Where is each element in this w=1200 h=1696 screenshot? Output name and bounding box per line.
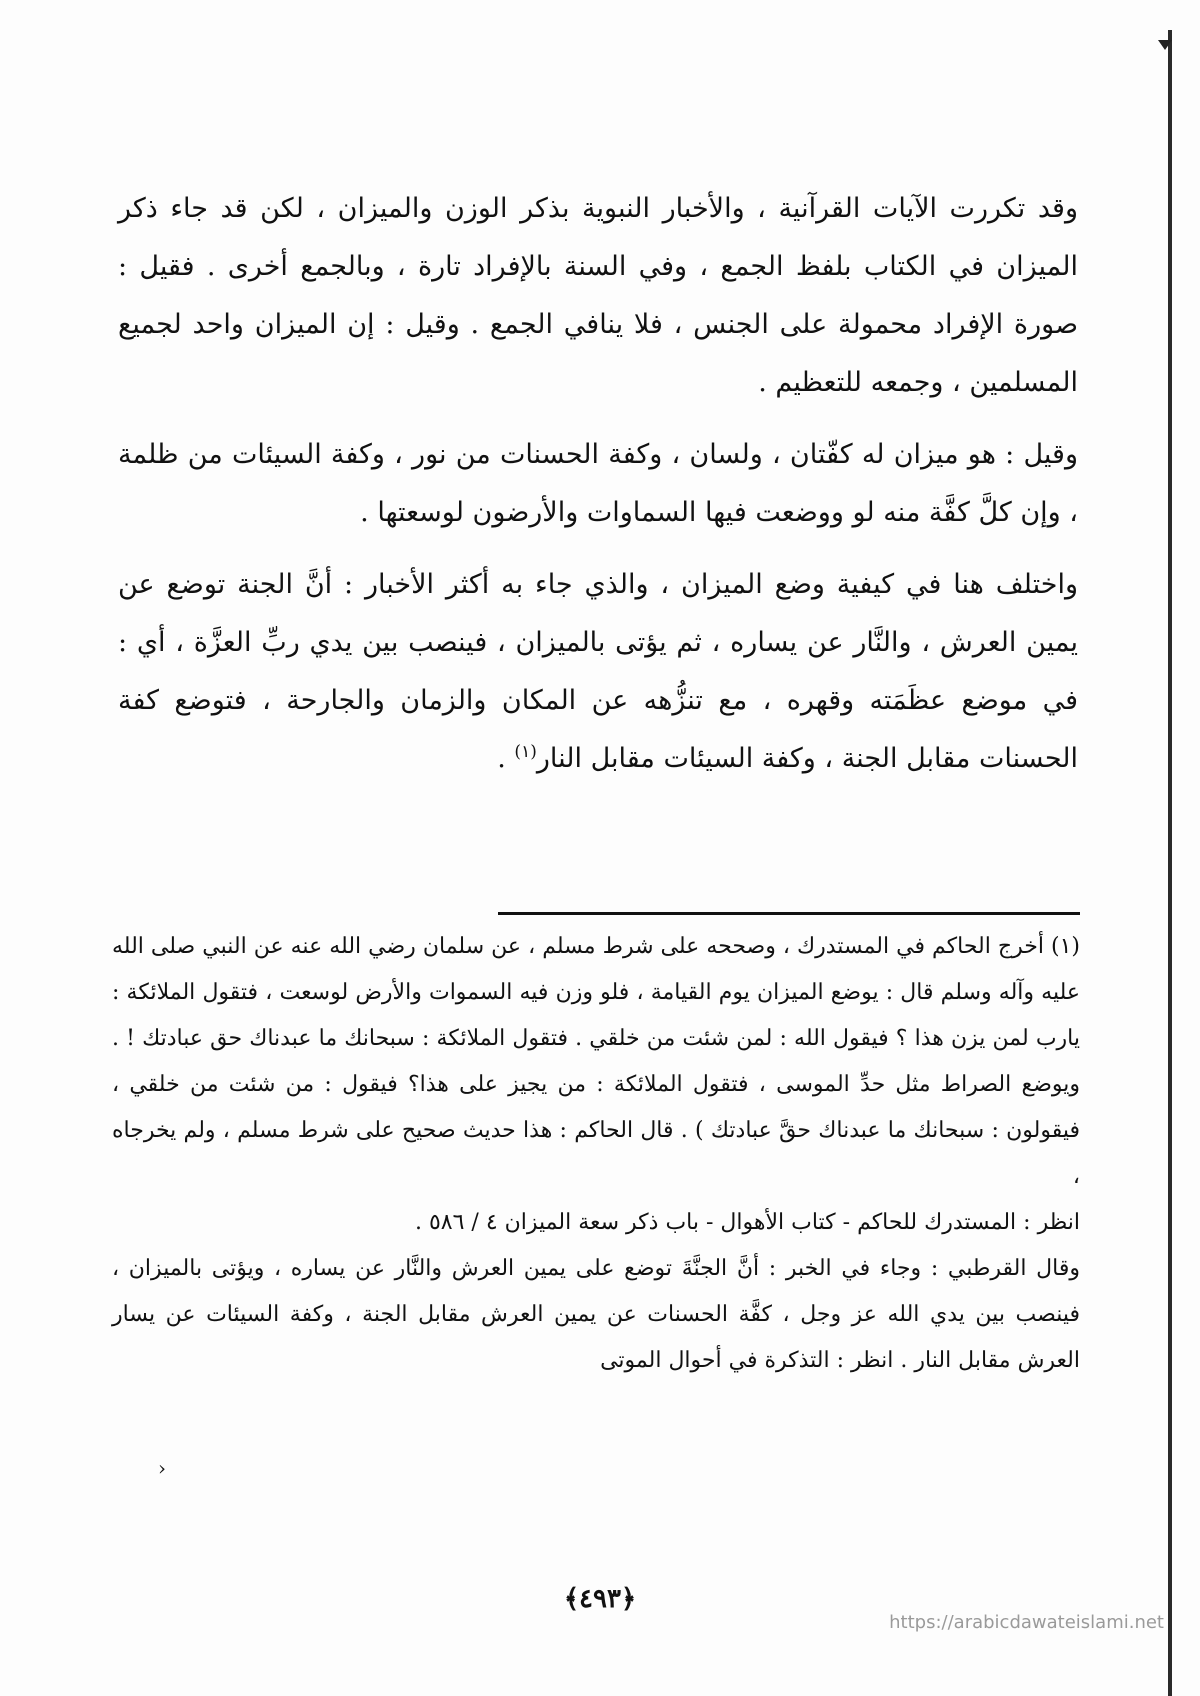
main-paragraph-2: وقيل : هو ميزان له كفّتان ، ولسان ، وكفة الحسنات من نور ، وكفة السيئات من ظلمة ، وإن كلَّ كفَّة منه لو ووضعت فيها السماوات والأرضون لوسعتها .	[118, 439, 1078, 528]
main-paragraph-3-text: واختلف هنا في كيفية وضع الميزان ، والذي جاء به أكثر الأخبار : أنَّ الجنة توضع عن يمين العرش ، والنَّار عن يساره ، ثم يؤتى بالميزان ، فينصب بين يدي ربِّ العزَّة ، أي : في موضع عظَمَته وقهره ، مع تنزُّهه عن المكان والزمان والجارحة ، فتوضع كفة الحسنات مقابل الجنة ، وكفة السيئات مقابل النار	[118, 569, 1078, 774]
continuation-mark: ›	[158, 1456, 166, 1480]
main-paragraph-3	[118, 556, 1078, 788]
footnote-reference[interactable]: (١)	[514, 742, 537, 762]
footnote-1: (١) أخرج الحاكم في المستدرك ، وصححه على شرط مسلم ، عن سلمان رضي الله عنه عن النبي صلى الله عليه وآله وسلم قال : يوضع الميزان يوم القيامة ، فلو وزن فيه السموات والأرض لوسعت ، فتقول الملائكة : يارب لمن يزن هذا ؟ فيقول الله : لمن شئت من خلقي . فتقول الملائكة : سبحانك ما عبدناك حق عبادتك ! . ويوضع الصراط مثل حدِّ الموسى ، فتقول الملائكة : من يجيز على هذا؟ فيقول : من شئت من خلقي ، فيقولون : سبحانك ما عبدناك حقَّ عبادتك ) . قال الحاكم : هذا حديث صحيح على شرط مسلم ، ولم يخرجاه ،	[112, 934, 1081, 1189]
footnote-source: انظر : المستدرك للحاكم - كتاب الأهوال - باب ذكر سعة الميزان ٤ / ٥٨٦ .	[414, 1210, 1080, 1235]
watermark-url: https://arabicdawateislami.net	[889, 1612, 1164, 1633]
footnotes	[112, 924, 1080, 1384]
corner-arrow-icon	[1158, 40, 1172, 50]
scan-edge-rule	[1168, 30, 1172, 1696]
page-number: ﴿٤٩٣﴾	[563, 1584, 637, 1614]
main-paragraph-3-end: .	[497, 743, 515, 774]
main-paragraph-1: وقد تكررت الآيات القرآنية ، والأخبار النبوية بذكر الوزن والميزان ، لكن قد جاء ذكر الميزان في الكتاب بلفظ الجمع ، وفي السنة بالإفراد تارة ، وبالجمع أخرى . فقيل : صورة الإفراد محمولة على الجنس ، فلا ينافي الجمع . وقيل : إن الميزان واحد لجميع المسلمين ، وجمعه للتعظيم .	[118, 193, 1078, 398]
footnote-divider	[498, 912, 1080, 915]
footnote-qurtubi: وقال القرطبي : وجاء في الخبر : أنَّ الجنَّةَ توضع على يمين العرش والنَّار عن يساره ، ويؤتى بالميزان ، فينصب بين يدي الله عز وجل ، كفَّة الحسنات عن يمين العرش مقابل الجنة ، وكفة السيئات عن يسار العرش مقابل النار . انظر : التذكرة في أحوال الموتى	[112, 1256, 1080, 1373]
main-text	[118, 180, 1078, 788]
